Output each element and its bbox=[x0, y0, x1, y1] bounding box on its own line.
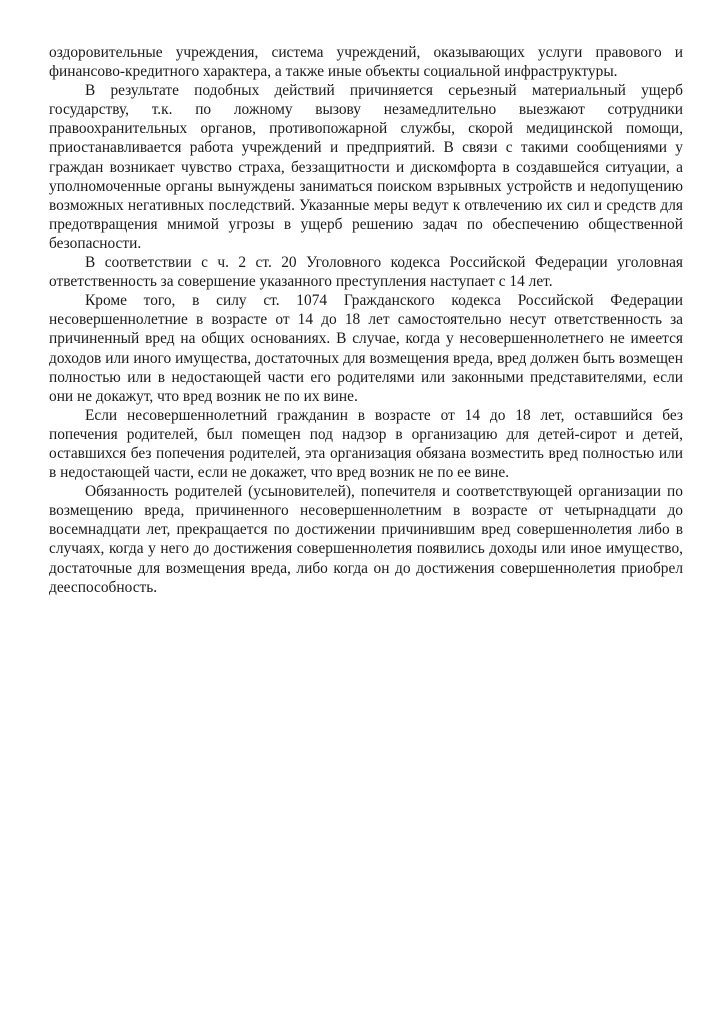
document-page bbox=[49, 43, 683, 597]
paragraph-criminal-liability: В соответствии с ч. 2 ст. 20 Уголовного кодекса Российской Федерации уголовная ответственность за совершение указанного преступления наступает с 14 лет. bbox=[49, 254, 683, 291]
paragraph-obligation-termination: Обязанность родителей (усыновителей), попечителя и соответствующей организации по возмещению вреда, причиненного несовершеннолетним в возрасте от четырнадцати до восемнадцати лет, прекращается по достижении причинившим вред совершеннолетия либо в случаях, когда у него до достижения совершеннолетия появились доходы или иное имущество, достаточные для возмещения вреда, либо когда он до достижения совершеннолетия приобрел дееспособность. bbox=[49, 483, 683, 596]
paragraph-civil-liability: Кроме того, в силу ст. 1074 Гражданского кодекса Российской Федерации несовершеннолетние в возрасте от 14 до 18 лет самостоятельно несут ответственность за причиненный вред на общих основаниях. В случае, когда у несовершеннолетнего не имеется доходов или иного имущества, достаточных для возмещения вреда, вред должен быть возмещен полностью или в недостающей части его родителями или законными представителями, если они не докажут, что вред возник не по их вине. bbox=[49, 292, 683, 405]
paragraph-continuation: оздоровительные учреждения, система учреждений, оказывающих услуги правового и финансово-кредитного характера, а также иные объекты социальной инфраструктуры. bbox=[49, 44, 683, 81]
paragraph-orphan-organization: Если несовершеннолетний гражданин в возрасте от 14 до 18 лет, оставшийся без попечения родителей, был помещен под надзор в организацию для детей-сирот и детей, оставшихся без попечения родителей, эта организация обязана возместить вред полностью или в недостающей части, если не докажет, что вред возник не по ее вине. bbox=[49, 406, 683, 482]
paragraph-damage: В результате подобных действий причиняется серьезный материальный ущерб государству, т.к. по ложному вызову незамедлительно выезжают сотрудники правоохранительных органов, противопожарной службы, скорой медицинской помощи, приостанавливается работа учреждений и предприятий. В связи с такими сообщениями у граждан возникает чувство страха, беззащитности и дискомфорта в создавшейся ситуации, а уполномоченные органы вынуждены заниматься поиском взрывных устройств и недопущению возможных негативных последствий. Указанные меры ведут к отвлечению их сил и средств для предотвращения мнимой угрозы в ущерб решению задач по обеспечению общественной безопасности. bbox=[49, 82, 683, 252]
